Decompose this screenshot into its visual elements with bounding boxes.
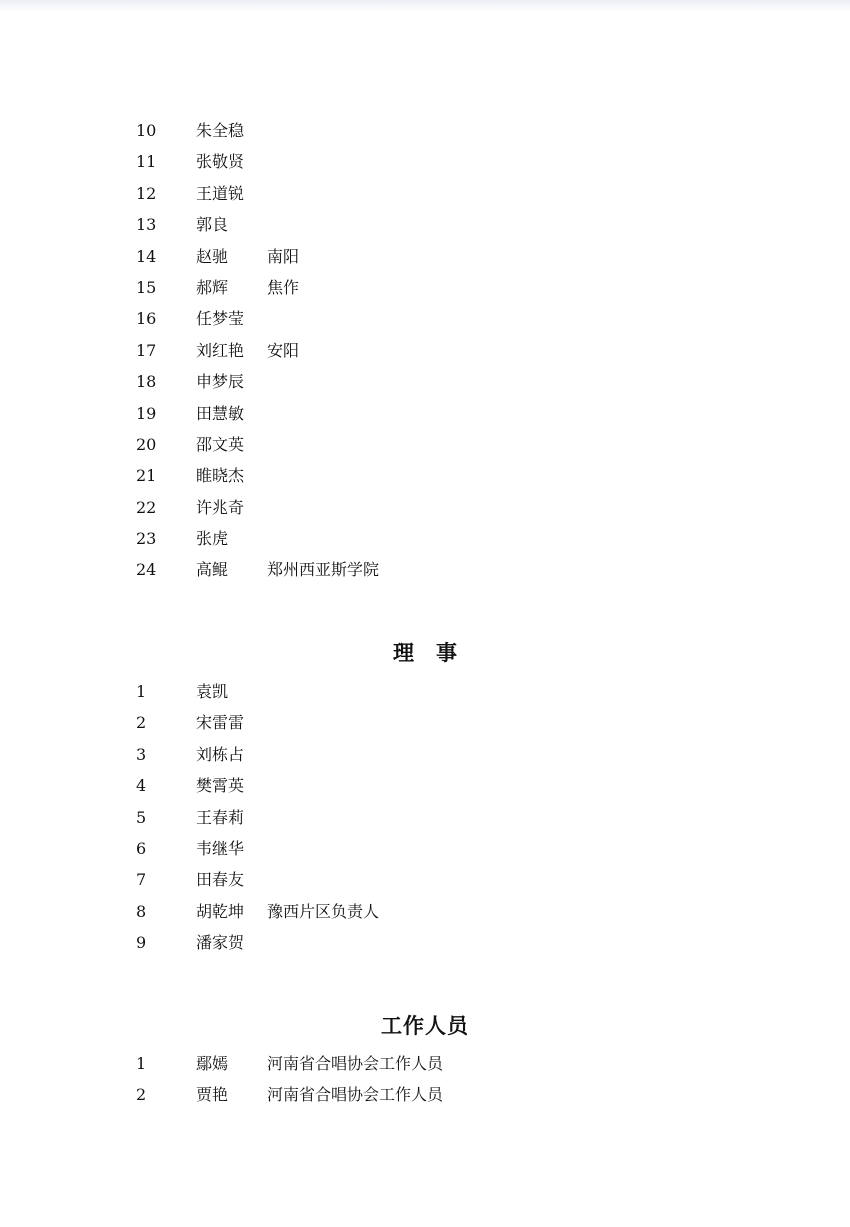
item-number: 11 [136, 152, 157, 172]
person-name: 韦继华 [196, 838, 245, 858]
person-name: 田春友 [196, 870, 245, 890]
person-name: 王春莉 [196, 807, 245, 827]
item-number: 4 [136, 776, 147, 796]
person-note: 南阳 [267, 246, 300, 266]
person-name: 朱全稳 [196, 121, 245, 140]
person-name: 樊霄英 [196, 776, 245, 796]
list-item [0, 146, 850, 177]
list-item [0, 770, 850, 801]
item-number: 15 [136, 277, 157, 297]
person-name: 田慧敏 [196, 403, 245, 423]
item-number: 17 [136, 340, 157, 360]
person-note: 河南省合唱协会工作人员 [267, 1085, 444, 1105]
item-number: 2 [136, 1085, 147, 1105]
item-number: 19 [136, 403, 157, 423]
list-item [0, 554, 850, 585]
directors-heading: 理事 [393, 640, 479, 665]
list-item [0, 864, 850, 895]
list-item [0, 523, 850, 554]
item-number: 2 [136, 713, 147, 733]
item-number: 1 [136, 682, 147, 701]
person-name: 胡乾坤 [196, 901, 245, 921]
item-number: 20 [136, 434, 157, 454]
person-name: 许兆奇 [196, 497, 245, 517]
item-number: 12 [136, 183, 157, 203]
list-item [0, 1079, 850, 1110]
list-item [0, 896, 850, 927]
list-item [0, 802, 850, 833]
item-number: 3 [136, 744, 147, 764]
item-number: 5 [136, 807, 147, 827]
person-note: 豫西片区负责人 [267, 901, 380, 921]
person-note: 焦作 [267, 277, 300, 297]
staff-list [0, 1048, 850, 1111]
person-name: 贾艳 [196, 1085, 229, 1105]
item-number: 24 [136, 560, 157, 580]
list-item [0, 303, 850, 334]
person-note: 安阳 [267, 340, 300, 360]
page-top-shadow [0, 0, 850, 12]
item-number: 22 [136, 497, 157, 517]
item-number: 13 [136, 215, 157, 235]
item-number: 7 [136, 870, 147, 890]
person-name: 邵文英 [196, 434, 245, 454]
list-item [0, 178, 850, 209]
item-number: 14 [136, 246, 157, 266]
list-item [0, 676, 850, 707]
person-name: 刘红艳 [196, 340, 245, 360]
item-number: 9 [136, 933, 147, 953]
person-name: 任梦莹 [196, 309, 245, 329]
person-name: 郭良 [196, 215, 229, 235]
person-name: 刘栋占 [196, 744, 245, 764]
directors-list [0, 676, 850, 959]
staff-heading: 工作人员 [381, 1013, 469, 1038]
person-name: 张敬贤 [196, 152, 245, 172]
person-name: 高鲲 [196, 560, 229, 580]
person-name: 袁凯 [196, 682, 229, 701]
item-number: 21 [136, 466, 157, 486]
list-item [0, 335, 850, 366]
list-item [0, 707, 850, 738]
list-item [0, 209, 850, 240]
person-name: 宋雷雷 [196, 713, 245, 733]
list-item [0, 460, 850, 491]
item-number: 1 [136, 1054, 147, 1073]
list-item [0, 241, 850, 272]
person-name: 赵驰 [196, 246, 229, 266]
person-name: 张虎 [196, 529, 229, 549]
list-item [0, 429, 850, 460]
person-note: 郑州西亚斯学院 [267, 560, 380, 580]
item-number: 18 [136, 372, 157, 392]
person-name: 郝辉 [196, 277, 229, 297]
person-name: 鄢嫣 [196, 1054, 229, 1073]
list-item [0, 833, 850, 864]
list-item [0, 272, 850, 303]
item-number: 6 [136, 838, 147, 858]
members-list-continued [0, 115, 850, 586]
list-item [0, 492, 850, 523]
person-note: 河南省合唱协会工作人员 [267, 1054, 444, 1073]
list-item [0, 1048, 850, 1079]
item-number: 16 [136, 309, 157, 329]
item-number: 8 [136, 901, 147, 921]
list-item [0, 366, 850, 397]
person-name: 申梦辰 [196, 372, 245, 392]
person-name: 睢晓杰 [196, 466, 245, 486]
list-item [0, 927, 850, 958]
person-name: 潘家贺 [196, 933, 245, 953]
list-item [0, 739, 850, 770]
item-number: 23 [136, 529, 157, 549]
person-name: 王道锐 [196, 183, 245, 203]
list-item [0, 398, 850, 429]
item-number: 10 [136, 121, 157, 140]
list-item [0, 115, 850, 146]
